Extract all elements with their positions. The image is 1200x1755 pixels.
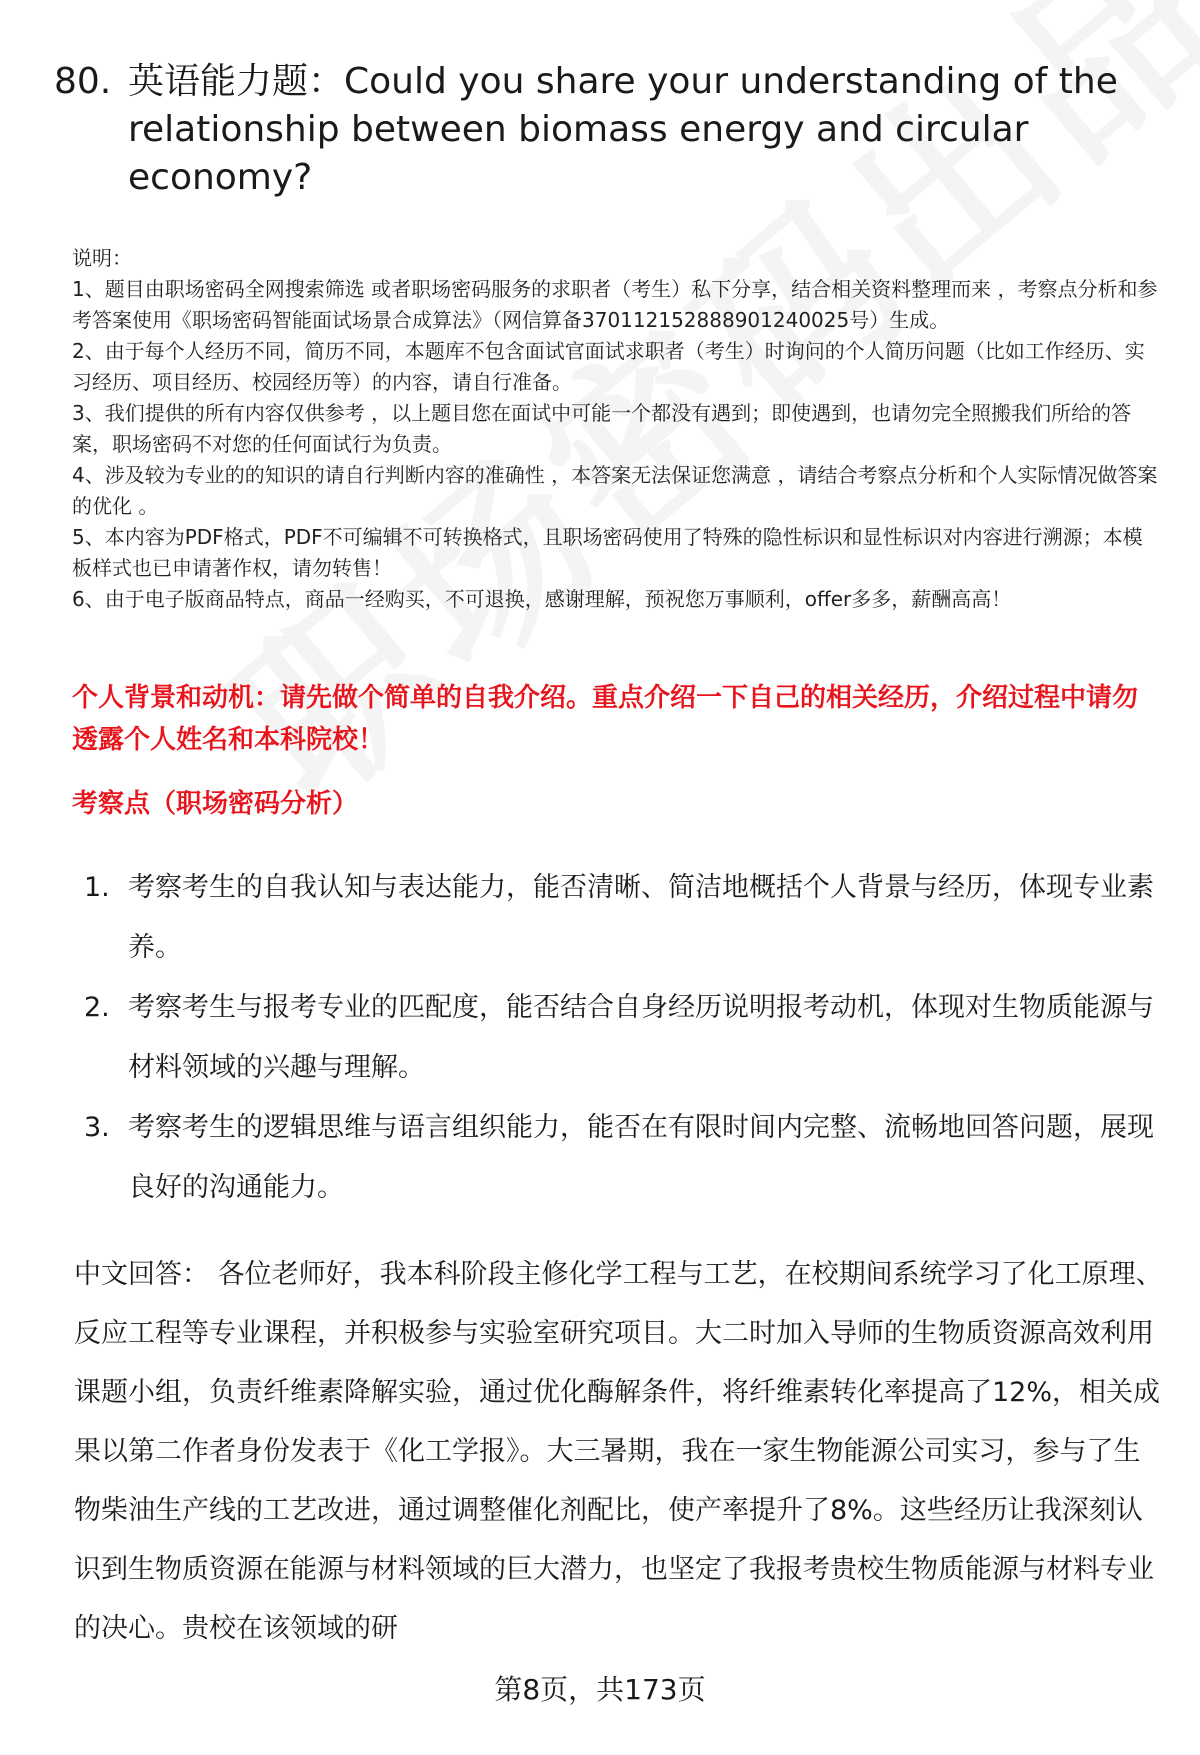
question-text: 英语能力题：Could you share your understanding of the relationship between biomass energy and circular economy? bbox=[128, 61, 1118, 198]
background-heading: 个人背景和动机：请先做个简单的自我介绍。重点介绍一下自己的相关经历，介绍过程中请勿透露个人姓名和本科院校！ bbox=[72, 683, 1139, 755]
note-item: 6、由于电子版商品特点，商品一经购买，不可退换，感谢理解，预祝您万事顺利，offer多多，薪酬高高！ bbox=[72, 587, 1012, 611]
list-item-number: 1. bbox=[84, 872, 110, 903]
list-item-text: 考察考生的逻辑思维与语言组织能力，能否在有限时间内完整、流畅地回答问题，展现良好的沟通能力。 bbox=[128, 1112, 1154, 1203]
notes-block bbox=[72, 243, 1162, 615]
kaochadian-heading: 考察点（职场密码分析） bbox=[72, 789, 359, 819]
answer-paragraph: 中文回答： 各位老师好，我本科阶段主修化学工程与工艺，在校期间系统学习了化工原理、反应工程等专业课程，并积极参与实验室研究项目。大二时加入导师的生物质资源高效利用课题小组，负责纤维素降解实验，通过优化酶解条件，将纤维素转化率提高了12%，相关成果以第二作者身份发表于《化工学报》。大三暑期，我在一家生物能源公司实习，参与了生物柴油生产线的工艺改进，通过调整催化剂配比，使产率提升了8%。这些经历让我深刻认识到生物质资源在能源与材料领域的巨大潜力，也坚定了我报考贵校生物质能源与材料专业的决心。贵校在该领域的研 bbox=[74, 1259, 1163, 1644]
list-item-number: 3. bbox=[84, 1112, 110, 1143]
note-item: 1、题目由职场密码全网搜索筛选 或者职场密码服务的求职者（考生）私下分享，结合相关资料整理而来 ，考察点分析和参考答案使用《职场密码智能面试场景合成算法》（网信算备370112152888901240025号）生成。 bbox=[72, 277, 1158, 332]
note-item: 3、我们提供的所有内容仅供参考 ，以上题目您在面试中可能一个都没有遇到；即使遇到，也请勿完全照搬我们所给的答案，职场密码不对您的任何面试行为负责。 bbox=[72, 401, 1132, 456]
list-item-number: 2. bbox=[84, 992, 110, 1023]
note-item: 4、涉及较为专业的的知识的请自行判断内容的准确性 ，本答案无法保证您满意 ，请结合考察点分析和个人实际情况做答案的优化 。 bbox=[72, 463, 1158, 518]
question-title bbox=[54, 58, 1134, 202]
list-item-text: 考察考生的自我认知与表达能力，能否清晰、简洁地概括个人背景与经历，体现专业素养。 bbox=[128, 872, 1154, 963]
list-item bbox=[84, 858, 1164, 978]
note-item: 2、由于每个人经历不同，简历不同，本题库不包含面试官面试求职者（考生）时询问的个人简历问题（比如工作经历、实习经历、项目经历、校园经历等）的内容，请自行准备。 bbox=[72, 339, 1145, 394]
notes-title: 说明： bbox=[72, 246, 132, 270]
list-item bbox=[84, 1098, 1164, 1218]
question-number: 80. bbox=[54, 61, 112, 102]
kaochadian-list bbox=[84, 858, 1164, 1218]
note-item: 5、本内容为PDF格式，PDF不可编辑不可转换格式，且职场密码使用了特殊的隐性标识和显性标识对内容进行溯源；本模板样式也已申请著作权，请勿转售！ bbox=[72, 525, 1143, 580]
page-footer: 第8页，共173页 bbox=[494, 1673, 706, 1706]
list-item-text: 考察考生与报考专业的匹配度，能否结合自身经历说明报考动机，体现对生物质能源与材料领域的兴趣与理解。 bbox=[128, 992, 1154, 1083]
list-item bbox=[84, 978, 1164, 1098]
